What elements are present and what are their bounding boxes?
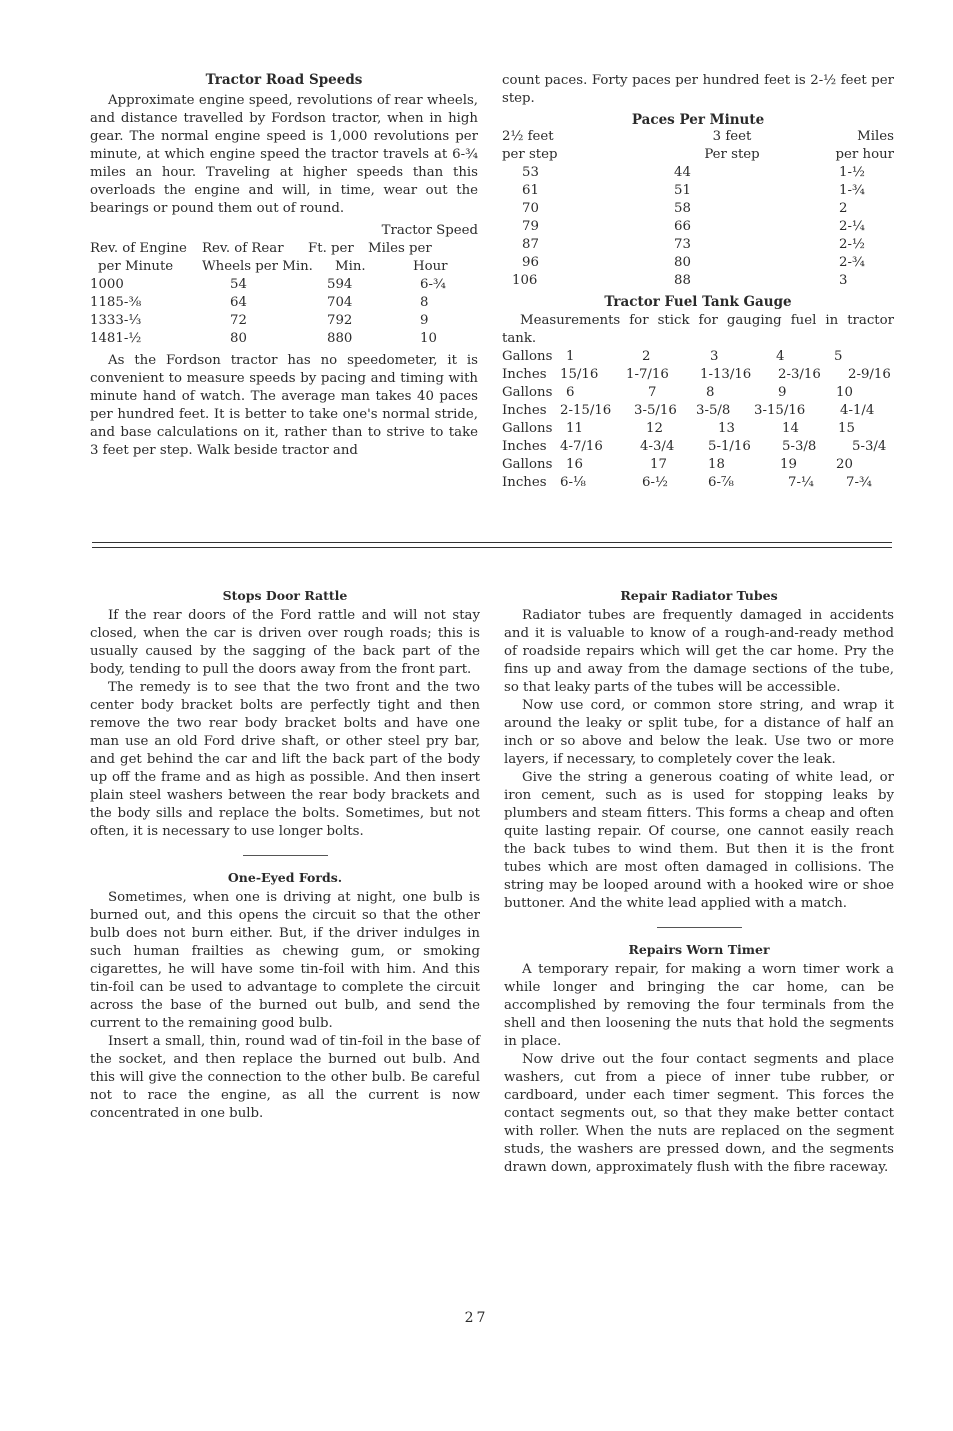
table-cell: 4 (776, 349, 785, 364)
table-row (502, 420, 894, 438)
paragraph: Approximate engine speed, revolutions of rear wheels, and distance travelled by Fordson tractor, when in high gear. The normal engine speed is 1,000 revolutions per minute, at which engine speed the tractor travels at 6-¾ miles an hour. Traveling at higher speeds than this overloads the engine and will, in time, wear out the bearings or pound them out of round. (90, 93, 478, 216)
table-cell: 792 (327, 313, 353, 328)
table-cell: 1333-⅓ (90, 313, 142, 328)
table-row (502, 348, 894, 366)
table-cell: 2-½ (839, 237, 865, 252)
table-row (502, 200, 894, 218)
paragraph: count paces. Forty paces per hundred feet is 2-½ feet per step. (502, 73, 894, 106)
table-cell: 2-15/16 (560, 403, 612, 418)
paragraph: Give the string a generous coating of white lead, or iron cement, such as is used for stopping leaks by plumbers and steam fitters. This forms a cheap and often quite lasting repair. Of course, one cannot easily reach the back tubes to wind them. But then it is the front tubes which are most often damaged in collisions. The string may be looped around with a hooked wire or shoe buttoner. And the white lead applied with a match. (504, 770, 894, 911)
paragraph: Measurements for stick for gauging fuel in tractor tank. (502, 313, 894, 346)
table-cell: 1185-⅜ (90, 295, 142, 310)
table-cell: 79 (522, 219, 539, 234)
table-cell: 8 (420, 295, 429, 310)
table-cell: 15 (838, 421, 855, 436)
table-cell: 70 (522, 201, 539, 216)
table-row (502, 218, 894, 236)
table-row (502, 236, 894, 254)
table-row (502, 474, 894, 492)
table-cell: 6-⅞ (708, 475, 734, 490)
table-cell: 14 (782, 421, 799, 436)
table-cell: Gallons (502, 457, 553, 472)
divider (92, 542, 892, 543)
table-cell: 3 (710, 349, 719, 364)
table-cell: 2-¼ (839, 219, 865, 234)
divider (243, 855, 328, 856)
table-cell: 106 (512, 273, 538, 288)
table-cell: 1-7/16 (626, 367, 669, 382)
table-cell: 10 (836, 385, 853, 400)
table-header-cell: Miles per (368, 241, 432, 256)
table-cell: 73 (674, 237, 691, 252)
table-row (502, 366, 894, 384)
paces-table (502, 128, 894, 290)
table-row (90, 330, 478, 348)
table-header-cell: Tractor Speed (381, 223, 478, 238)
table-cell: 6-¾ (420, 277, 446, 292)
table-cell: 2 (642, 349, 651, 364)
table-header-cell: per step (502, 147, 558, 162)
table-cell: 5-3/8 (782, 439, 817, 454)
table-header (90, 258, 478, 276)
table-cell: 1 (566, 349, 575, 364)
paragraph: The remedy is to see that the two front and the two center body bracket bolts are perfectly tight and then remove the two rear body bracket bolts and have one man use an old Ford drive shaft, or other steel pry bar, and get behind the car and lift the back part of the body up off the frame and as high as possible. And then insert plain steel washers between the rear body brackets and the body sills and replace the bolts. Sometimes, but not often, it is necessary to use longer bolts. (90, 680, 480, 839)
table-cell: Inches (502, 475, 547, 490)
table-header-cell: Per step (704, 147, 760, 162)
table-cell: 1481-½ (90, 331, 142, 346)
table-cell: 18 (708, 457, 725, 472)
table-row (90, 294, 478, 312)
table-row (90, 276, 478, 294)
section-title: Tractor Fuel Tank Gauge (604, 294, 792, 310)
table-row (502, 164, 894, 182)
table-cell: 7 (648, 385, 657, 400)
table-cell: 2 (839, 201, 848, 216)
table-cell: 80 (674, 255, 691, 270)
table-row (502, 254, 894, 272)
table-header (90, 222, 478, 240)
table-header (90, 240, 478, 258)
divider (92, 547, 892, 548)
table-cell: 6-½ (642, 475, 668, 490)
table-cell: 19 (780, 457, 797, 472)
table-header-cell: Miles (857, 129, 894, 144)
table-cell: 44 (674, 165, 691, 180)
table-cell: 1-¾ (839, 183, 865, 198)
table-cell: 17 (650, 457, 667, 472)
table-cell: 87 (522, 237, 539, 252)
table-header-cell: Rev. of Rear (202, 241, 284, 256)
page-number: 27 (464, 1310, 489, 1326)
table-row (502, 456, 894, 474)
table-row (502, 384, 894, 402)
table-cell: 1-13/16 (700, 367, 752, 382)
bottom-right-column (504, 588, 894, 1177)
paragraph: Now drive out the four contact segments and place washers, cut from a piece of inner tube rubber, or cardboard, under each timer segment. This forces the contact segments out, so that they make better contact with roller. When the nuts are replaced on the segment studs, the washers are pressed down, and the segments drawn down, approximately flush with the fibre raceway. (504, 1052, 894, 1175)
section-title: Repairs Worn Timer (628, 942, 770, 957)
table-cell: 704 (327, 295, 353, 310)
table-header-cell: Min. (335, 259, 366, 274)
table-cell: 72 (230, 313, 247, 328)
table-cell: 64 (230, 295, 247, 310)
table-cell: 16 (566, 457, 583, 472)
table-cell: 13 (718, 421, 735, 436)
table-cell: 5-1/16 (708, 439, 751, 454)
table-row (502, 402, 894, 420)
paragraph: A temporary repair, for making a worn timer work a while longer and bringing the car home, can be accomplished by removing the four terminals from the shell and then loosening the nuts that hold the segments in place. (504, 962, 894, 1049)
paces-and-fuel-section (502, 72, 894, 492)
table-cell: Inches (502, 403, 547, 418)
table-cell: 80 (230, 331, 247, 346)
section-title: Stops Door Rattle (222, 588, 348, 603)
paragraph: Radiator tubes are frequently damaged in accidents and it is valuable to know of a rough-and-ready method of roadside repairs which will get the car home. Pry the fins up and away from the damage sections of the tube, so that leaky parts of the tubes will be accessible. (504, 608, 894, 695)
paragraph: Now use cord, or common store string, and wrap it around the leaky or split tube, for a distance of half an inch or so above and below the leak. Use two or more layers, if necessary, to completely cover the leak. (504, 698, 894, 767)
section-title: Paces Per Minute (631, 112, 765, 128)
table-cell: 880 (327, 331, 353, 346)
table-cell: 6-⅛ (560, 475, 586, 490)
table-header-cell: Ft. per (308, 241, 354, 256)
section-title: Repair Radiator Tubes (620, 588, 778, 603)
table-cell: Gallons (502, 421, 553, 436)
table-cell: 96 (522, 255, 539, 270)
table-cell: 12 (646, 421, 663, 436)
table-cell: 5 (834, 349, 843, 364)
paragraph: As the Fordson tractor has no speedometer, it is convenient to measure speeds by pacing and timing with minute hand of watch. The average man takes 40 paces per hundred feet. It is better to take one's normal stride, and base calculations on it, rather than to strive to take 3 feet per step. Walk beside tractor and (90, 353, 478, 458)
table-row (502, 182, 894, 200)
table-row (90, 312, 478, 330)
table-cell: 4-7/16 (560, 439, 603, 454)
table-cell: 88 (674, 273, 691, 288)
table-header-cell: per hour (835, 147, 894, 162)
table-cell: 9 (420, 313, 429, 328)
divider (657, 927, 742, 928)
table-row (502, 438, 894, 456)
tractor-speeds-section (90, 72, 478, 460)
table-cell: 3-5/16 (634, 403, 677, 418)
paragraph: Sometimes, when one is driving at night, one bulb is burned out, and this opens the circuit so that the other bulb does not burn either. But, if the driver indulges in such human frailties as chewing gum, or smoking cigarettes, he will have some tin-foil with him. And this tin-foil can be used to advantage to complete the circuit across the base of the burned out bulb, and send the current to the remaining good bulb. (90, 890, 480, 1031)
table-cell: 53 (522, 165, 539, 180)
table-header (502, 128, 894, 146)
section-title: Tractor Road Speeds (205, 72, 363, 88)
table-header-cell: 2½ feet (502, 129, 554, 144)
table-cell: 594 (327, 277, 353, 292)
bottom-left-column (90, 588, 480, 1123)
table-cell: 3 (839, 273, 848, 288)
paragraph: If the rear doors of the Ford rattle and will not stay closed, when the car is driven over rough roads; this is usually caused by the sagging of the back part of the body, tending to pull the doors away from the front part. (90, 608, 480, 677)
table-row (502, 272, 894, 290)
table-header-cell: Rev. of Engine (90, 241, 187, 256)
table-cell: 1000 (90, 277, 124, 292)
table-cell: 4-1/4 (840, 403, 875, 418)
table-cell: 2-9/16 (848, 367, 891, 382)
table-cell: 58 (674, 201, 691, 216)
table-cell: Gallons (502, 349, 553, 364)
table-cell: Gallons (502, 385, 553, 400)
table-cell: 6 (566, 385, 575, 400)
table-cell: 5-3/4 (852, 439, 887, 454)
table-cell: 3-5/8 (696, 403, 731, 418)
table-header-cell: Wheels per Min. (202, 259, 313, 274)
table-header-cell: Hour (413, 259, 448, 274)
table-header-cell: per Minute (98, 259, 174, 274)
table-cell: 7-¼ (788, 475, 814, 490)
fuel-table (502, 348, 894, 492)
table-cell: 15/16 (560, 367, 599, 382)
table-cell: 9 (778, 385, 787, 400)
table-cell: 20 (836, 457, 853, 472)
table-cell: 51 (674, 183, 691, 198)
table-cell: 3-15/16 (754, 403, 806, 418)
table-cell: 8 (706, 385, 715, 400)
table-cell: 11 (566, 421, 583, 436)
table-cell: 61 (522, 183, 539, 198)
table-cell: 10 (420, 331, 437, 346)
table-header (502, 146, 894, 164)
table-cell: 7-¾ (846, 475, 872, 490)
table-cell: 1-½ (839, 165, 865, 180)
table-cell: Inches (502, 367, 547, 382)
table-cell: 66 (674, 219, 691, 234)
table-cell: 2-¾ (839, 255, 865, 270)
table-cell: 54 (230, 277, 247, 292)
table-header-cell: 3 feet (712, 129, 752, 144)
table-cell: Inches (502, 439, 547, 454)
table-cell: 4-3/4 (640, 439, 675, 454)
section-title: One-Eyed Fords. (227, 870, 343, 885)
speed-table (90, 222, 478, 348)
paragraph: Insert a small, thin, round wad of tin-foil in the base of the socket, and then replace the burned out bulb. And this will give the connection to the other bulb. Be careful not to race the engine, as all the current is now concentrated in one bulb. (90, 1034, 480, 1121)
table-cell: 2-3/16 (778, 367, 821, 382)
